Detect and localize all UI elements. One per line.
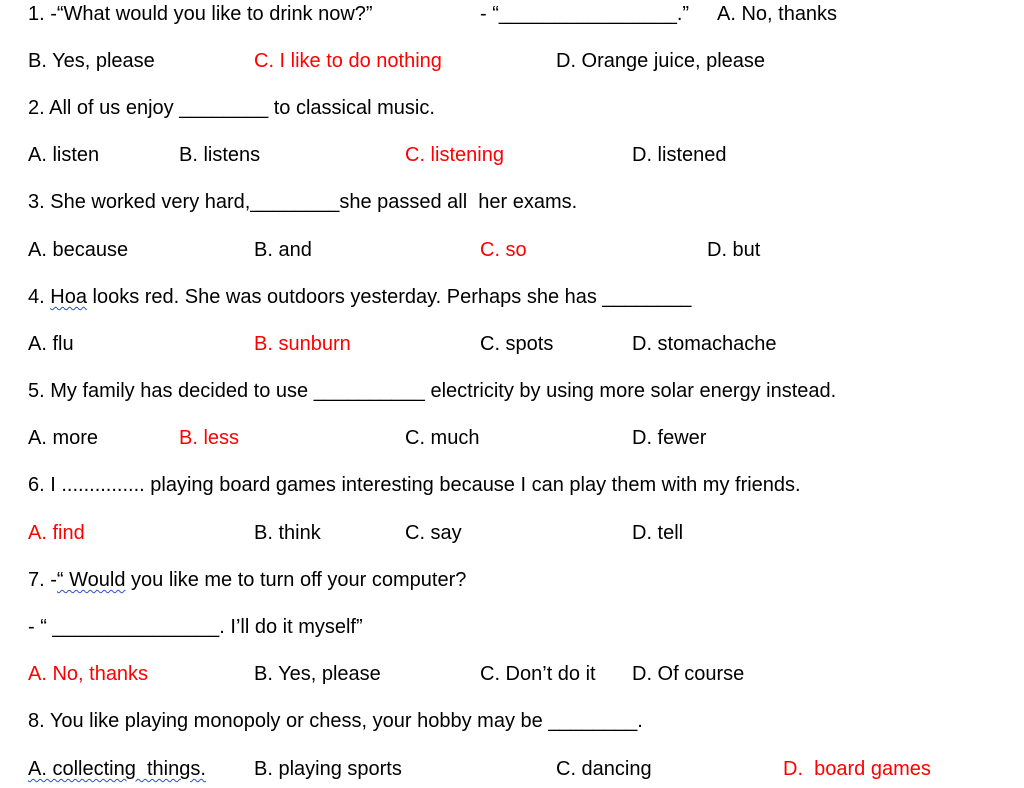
question-1-stem: 1. -“What would you like to drink now?” — [28, 3, 373, 25]
question-6-option-d[interactable]: D. tell — [632, 522, 684, 544]
question-3-stem-pre: 3. She worked very hard, — [28, 191, 251, 213]
question-4-option-c[interactable]: C. spots — [480, 333, 554, 355]
question-4-option-b[interactable]: B. sunburn — [254, 333, 351, 355]
question-1-option-a[interactable]: A. No, thanks — [717, 3, 838, 25]
question-7-spell-flag: “ Would — [56, 569, 126, 591]
question-8-option-d[interactable]: D. board games — [783, 758, 931, 780]
question-6-stem: 6. I ............... playing board games interesting because I can play them with my friends. — [28, 474, 801, 496]
question-6-option-a[interactable]: A. find — [28, 522, 85, 544]
question-3-option-a[interactable]: A. because — [28, 239, 129, 261]
question-7-option-c[interactable]: C. Don’t do it — [480, 663, 596, 685]
question-4-stem-post: looks red. She was outdoors yesterday. Perhaps she has ________ — [86, 286, 692, 308]
question-2-stem: 2. All of us enjoy ________ to classical music. — [28, 97, 435, 119]
question-3-stem — [28, 190, 577, 214]
question-6-option-b[interactable]: B. think — [254, 522, 321, 544]
question-1-reply: - “________________.” — [480, 3, 690, 25]
question-7-option-d[interactable]: D. Of course — [632, 663, 745, 685]
question-3-option-d[interactable]: D. but — [707, 239, 761, 261]
question-6-option-c[interactable]: C. say — [405, 522, 462, 544]
question-8-option-c[interactable]: C. dancing — [556, 758, 652, 780]
question-8-option-a[interactable]: A. collecting things. — [28, 758, 206, 780]
question-7-option-b[interactable]: B. Yes, please — [254, 663, 381, 685]
question-5-option-c[interactable]: C. much — [405, 427, 480, 449]
question-5-option-b[interactable]: B. less — [179, 427, 240, 449]
question-5-stem: 5. My family has decided to use __________ electricity by using more solar energy instead. — [28, 380, 837, 402]
question-1-option-c[interactable]: C. I like to do nothing — [254, 50, 442, 72]
question-7-stem-post: you like me to turn off your computer? — [125, 569, 467, 591]
question-2-option-c[interactable]: C. listening — [405, 144, 504, 166]
question-2-option-d[interactable]: D. listened — [632, 144, 727, 166]
question-4-stem — [28, 285, 691, 309]
question-5-option-a[interactable]: A. more — [28, 427, 99, 449]
question-2-option-a[interactable]: A. listen — [28, 144, 100, 166]
question-1-option-d[interactable]: D. Orange juice, please — [556, 50, 766, 72]
question-3-option-b[interactable]: B. and — [254, 239, 312, 261]
question-5-option-d[interactable]: D. fewer — [632, 427, 707, 449]
question-3-stem-post: ________she passed all her exams. — [250, 191, 578, 213]
question-4-stem-pre: 4. — [28, 286, 51, 308]
question-8-stem: 8. You like playing monopoly or chess, your hobby may be ________. — [28, 710, 643, 732]
question-4-option-d[interactable]: D. stomachache — [632, 333, 777, 355]
question-7-stem-pre: 7. - — [28, 569, 57, 591]
question-7-reply: - “ _______________. I’ll do it myself” — [28, 616, 363, 638]
question-7-stem — [28, 568, 466, 592]
question-8-option-b[interactable]: B. playing sports — [254, 758, 402, 780]
question-4-option-a[interactable]: A. flu — [28, 333, 74, 355]
question-4-spell-flag: Hoa — [50, 286, 87, 308]
question-7-option-a[interactable]: A. No, thanks — [28, 663, 149, 685]
question-2-option-b[interactable]: B. listens — [179, 144, 261, 166]
question-3-option-c[interactable]: C. so — [480, 239, 527, 261]
question-1-option-b[interactable]: B. Yes, please — [28, 50, 155, 72]
